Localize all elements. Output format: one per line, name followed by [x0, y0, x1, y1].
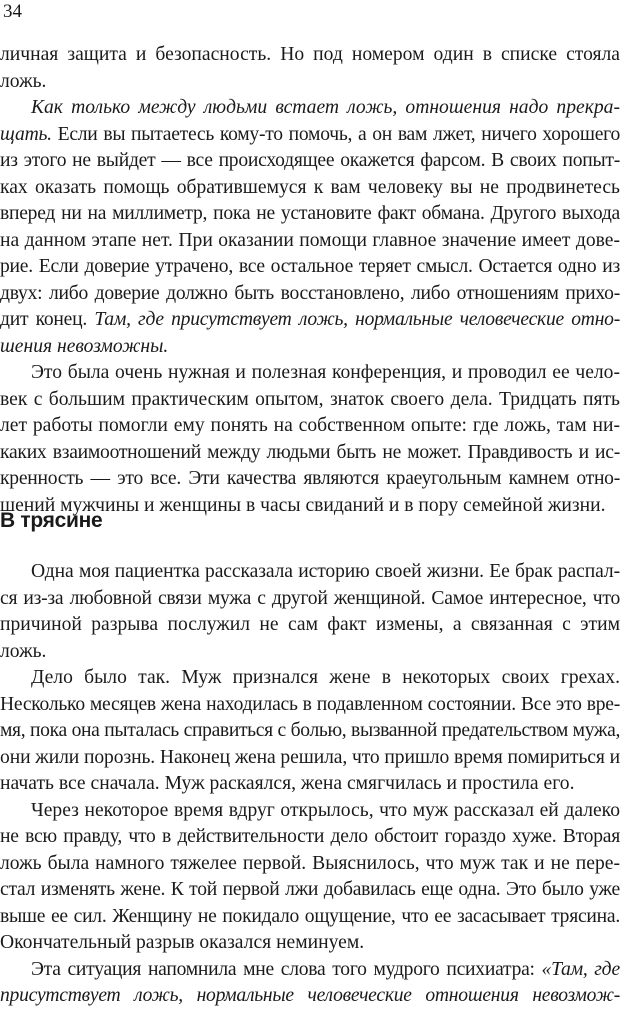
text-line	[0, 466, 620, 493]
italic-text-segment: присутствует ложь, нормальные человеческие отношения невозмож-	[0, 985, 620, 1006]
text-line	[0, 95, 620, 122]
text-segment: век с большим практическим опытом, знаток своего дела. Тридцать пять	[0, 388, 620, 410]
page-number: 34	[3, 1, 22, 22]
text-segment: ся из-за любовной связи мужа с другой женщиной. Самое интересное, что	[0, 587, 620, 609]
text-block-lower	[0, 559, 620, 1010]
text-segment: Это была очень нужная и полезная конференция, и проводил ее чело-	[31, 362, 620, 383]
italic-text-segment: «Там, где	[541, 958, 620, 980]
text-line	[0, 42, 620, 69]
text-line	[0, 586, 620, 613]
text-line	[0, 771, 620, 798]
text-line	[0, 877, 620, 904]
text-segment: они жили порознь. Наконец жена решила, что пришло время помириться и	[0, 746, 620, 768]
text-line	[0, 798, 620, 825]
text-segment: Несколько месяцев жена находилась в подавленном состоянии. Все это вре-	[0, 693, 620, 715]
text-line	[0, 692, 620, 719]
italic-text-segment: щать.	[0, 123, 52, 145]
text-line	[0, 904, 620, 931]
text-line	[0, 307, 620, 334]
text-line	[0, 175, 620, 202]
text-segment: ложь была намного тяжелее первой. Выяснилось, что муж так и не пере-	[0, 852, 620, 874]
text-segment: шений мужчины и женщины в часы свиданий и в пору семейной жизни.	[0, 494, 606, 516]
text-segment: Дело было так. Муж признался жене в некоторых своих грехах.	[31, 667, 620, 688]
text-segment: рие. Если доверие утрачено, все остальное теряет смысл. Остается одно из	[0, 256, 620, 277]
text-line	[0, 440, 620, 467]
text-line	[0, 148, 620, 175]
text-line	[0, 387, 620, 414]
italic-text-segment: шения невозможны.	[0, 335, 169, 357]
text-segment: начать все сначала. Муж раскаялся, жена смягчилась и простила его.	[0, 773, 575, 794]
text-segment: Одна моя пациентка рассказала историю своей жизни. Ее брак распал-	[31, 561, 620, 582]
italic-text-segment: Там, где присутствует ложь, нормальные человеческие отно-	[94, 309, 620, 330]
text-segment: Если вы пытаетесь кому-то помочь, а он вам лжет, ничего хорошего	[51, 123, 620, 145]
text-segment: ках оказать помощь обратившемуся к вам человеку вы не продвинетесь	[0, 176, 620, 198]
text-segment: мя, пока она пыталась справиться с болью, вызванной предательством мужа,	[0, 720, 620, 741]
text-line	[0, 559, 620, 586]
section-heading: В трясине	[0, 509, 103, 532]
text-line	[0, 254, 620, 281]
text-block-upper	[0, 42, 620, 519]
text-segment: Через некоторое время вдруг открылось, что муж рассказал ей далеко	[31, 799, 620, 821]
text-segment: Окончательный разрыв оказался неминуем.	[0, 932, 365, 953]
text-line	[0, 281, 620, 308]
text-segment: ложь.	[0, 70, 47, 92]
text-line	[0, 334, 620, 361]
text-line	[0, 612, 620, 639]
text-line	[0, 639, 620, 666]
text-segment: вперед ни на миллиметр, пока не установите факт обмана. Другого выхода	[0, 203, 620, 224]
text-segment: двух: либо доверие должно быть восстановлено, либо отношениям прихо-	[0, 282, 620, 304]
text-line	[0, 228, 620, 255]
text-line	[0, 69, 620, 96]
text-line	[0, 983, 620, 1010]
text-segment: причиной разрыва послужил не сам факт измены, а связанная с этим	[0, 614, 620, 635]
text-line	[0, 201, 620, 228]
text-line	[0, 122, 620, 149]
text-segment: Эта ситуация напомнила мне слова того мудрого психиатра:	[31, 958, 542, 980]
text-line	[0, 957, 620, 984]
text-line	[0, 360, 620, 387]
text-segment: из этого не выйдет — все происходящее окажется фарсом. В своих попыт-	[0, 150, 620, 171]
text-line	[0, 824, 620, 851]
text-line	[0, 745, 620, 772]
text-line	[0, 930, 620, 957]
text-segment: на данном этапе нет. При оказании помощи главное значение имеет дове-	[0, 229, 620, 251]
text-line	[0, 665, 620, 692]
text-segment: дит конец.	[0, 309, 95, 330]
text-segment: стал изменять жене. К той первой лжи добавилась еще одна. Это было уже	[0, 879, 620, 900]
italic-text-segment: Как только между людьми встает ложь, отношения надо прекра-	[31, 97, 620, 118]
text-line	[0, 718, 620, 745]
text-segment: лет работы помогли ему понять на собственном опыте: где ложь, там ни-	[0, 415, 620, 436]
text-line	[0, 413, 620, 440]
text-segment: личная защита и безопасность. Но под номером один в списке стояла	[0, 44, 620, 65]
text-segment: не всю правду, что в действительности дело обстоит гораздо хуже. Вторая	[0, 826, 620, 847]
text-segment: каких взаимоотношений между людьми быть не может. Правдивость и ис-	[0, 441, 620, 463]
text-segment: выше ее сил. Женщину не покидало ощущение, что ее засасывает трясина.	[0, 905, 620, 927]
text-line	[0, 851, 620, 878]
text-segment: кренность — это все. Эти качества являются краеугольным камнем отно-	[0, 468, 620, 489]
text-segment: ложь.	[0, 640, 47, 662]
